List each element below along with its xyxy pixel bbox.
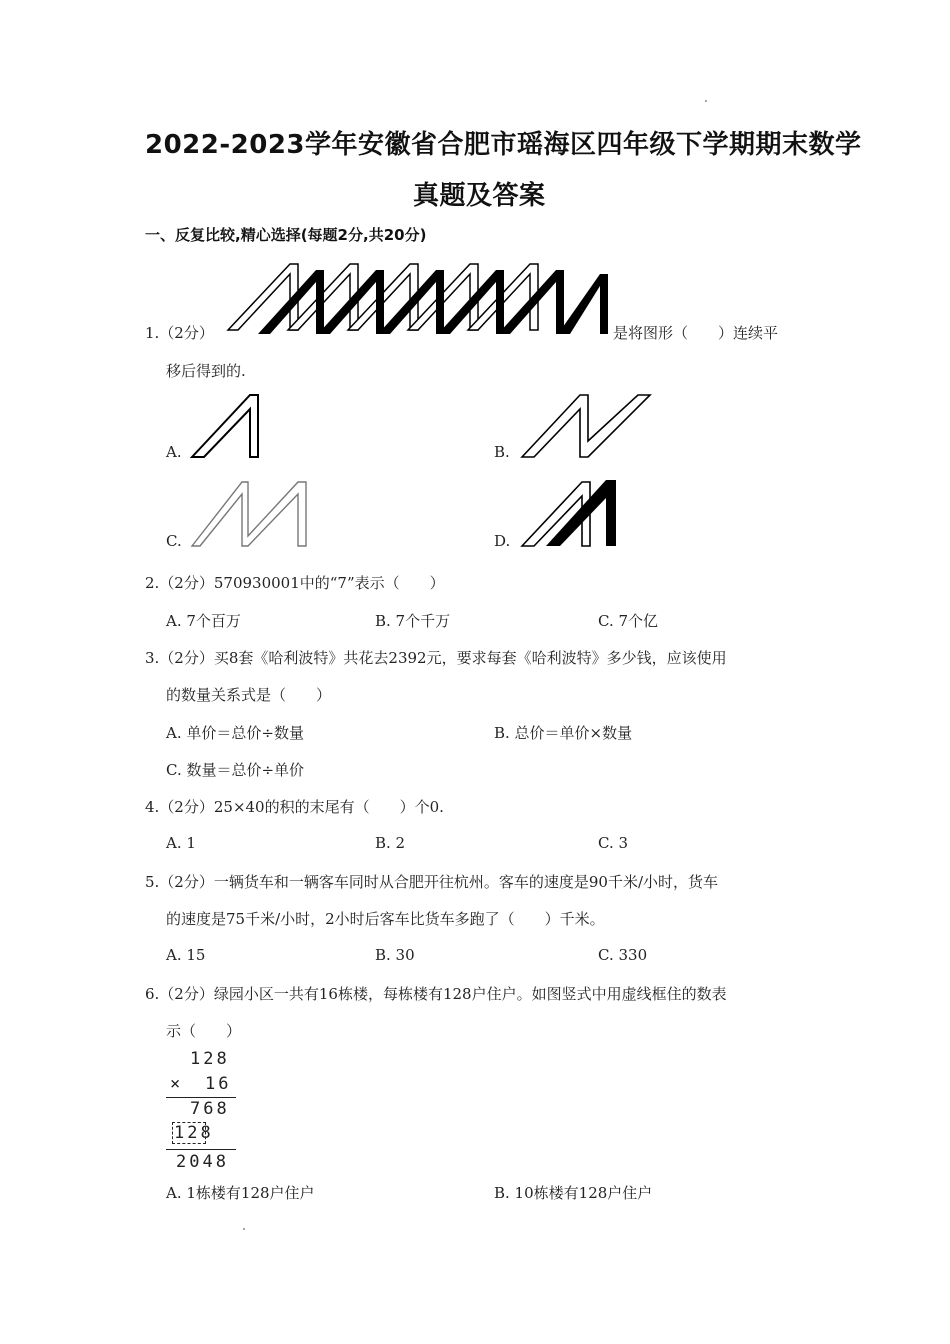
q1-option-d-figure[interactable]	[520, 478, 620, 548]
q1-option-b-label[interactable]: B.	[494, 443, 510, 461]
q3-option-c[interactable]: C. 数量＝总价÷单价	[166, 761, 305, 779]
q3-option-b[interactable]: B. 总价＝单价×数量	[494, 724, 633, 742]
q2-option-c[interactable]: C. 7个亿	[598, 612, 659, 630]
scan-dot	[705, 100, 707, 102]
question-3-text-line2: 的数量关系式是（ ）	[166, 686, 332, 704]
calc-rule-2	[166, 1149, 236, 1150]
q5-option-c[interactable]: C. 330	[598, 946, 648, 964]
q2-option-b[interactable]: B. 7个千万	[375, 612, 451, 630]
q4-option-a[interactable]: A. 1	[166, 834, 196, 852]
q6-option-b[interactable]: B. 10栋楼有128户住户	[494, 1184, 653, 1202]
calc-partial-product-1: 768	[190, 1099, 230, 1119]
question-1-text: 是将图形（ ）连续平	[613, 324, 779, 342]
page-title-line2: 真题及答案	[413, 181, 546, 211]
q5-option-a[interactable]: A. 15	[166, 946, 206, 964]
section-heading: 一、反复比较,精心选择(每题2分,共20分)	[145, 226, 427, 244]
question-6-text: 6.（2分）绿园小区一共有16栋楼，每栋楼有128户住户。如图竖式中用虚线框住的数表	[145, 985, 727, 1003]
calc-multiplicand: 128	[190, 1049, 230, 1069]
question-1-prefix: 1.（2分）	[145, 324, 214, 342]
question-1-text-line2: 移后得到的.	[166, 362, 246, 380]
q5-option-b[interactable]: B. 30	[375, 946, 415, 964]
question-5-text-line2: 的速度是75千米/小时，2小时后客车比货车多跑了（ ）千米。	[166, 910, 605, 928]
calc-rule-1	[166, 1097, 236, 1098]
q2-option-a[interactable]: A. 7个百万	[166, 612, 241, 630]
q4-option-b[interactable]: B. 2	[375, 834, 406, 852]
page-title-line1: 2022-2023学年安徽省合肥市瑶海区四年级下学期期末数学	[145, 130, 862, 160]
q1-option-c-label[interactable]: C.	[166, 532, 182, 550]
calc-result: 2048	[176, 1152, 229, 1172]
question-5-text: 5.（2分）一辆货车和一辆客车同时从合肥开往杭州。客车的速度是90千米/小时，货车	[145, 873, 718, 891]
q1-zigzag-figure	[228, 262, 613, 342]
question-3-text: 3.（2分）买8套《哈利波特》共花去2392元，要求每套《哈利波特》多少钱，应该使用	[145, 649, 727, 667]
question-6-text-line2: 示（ ）	[166, 1022, 242, 1040]
q1-option-c-figure[interactable]	[190, 480, 310, 548]
q4-option-c[interactable]: C. 3	[598, 834, 629, 852]
question-2-text: 2.（2分）570930001中的“7”表示（ ）	[145, 574, 445, 592]
calc-multiplier: 16	[205, 1074, 232, 1094]
q1-option-a-figure[interactable]	[190, 393, 262, 459]
calc-partial-product-2: 128	[174, 1123, 214, 1143]
scan-dot	[243, 1228, 245, 1230]
q1-option-a-label[interactable]: A.	[166, 443, 182, 461]
calc-times-sign: ×	[170, 1074, 184, 1094]
q1-option-b-figure[interactable]	[520, 393, 652, 459]
q3-option-a[interactable]: A. 单价＝总价÷数量	[166, 724, 304, 742]
q6-option-a[interactable]: A. 1栋楼有128户住户	[166, 1184, 315, 1202]
question-4-text: 4.（2分）25×40的积的末尾有（ ）个0.	[145, 798, 444, 816]
q1-option-d-label[interactable]: D.	[494, 532, 511, 550]
